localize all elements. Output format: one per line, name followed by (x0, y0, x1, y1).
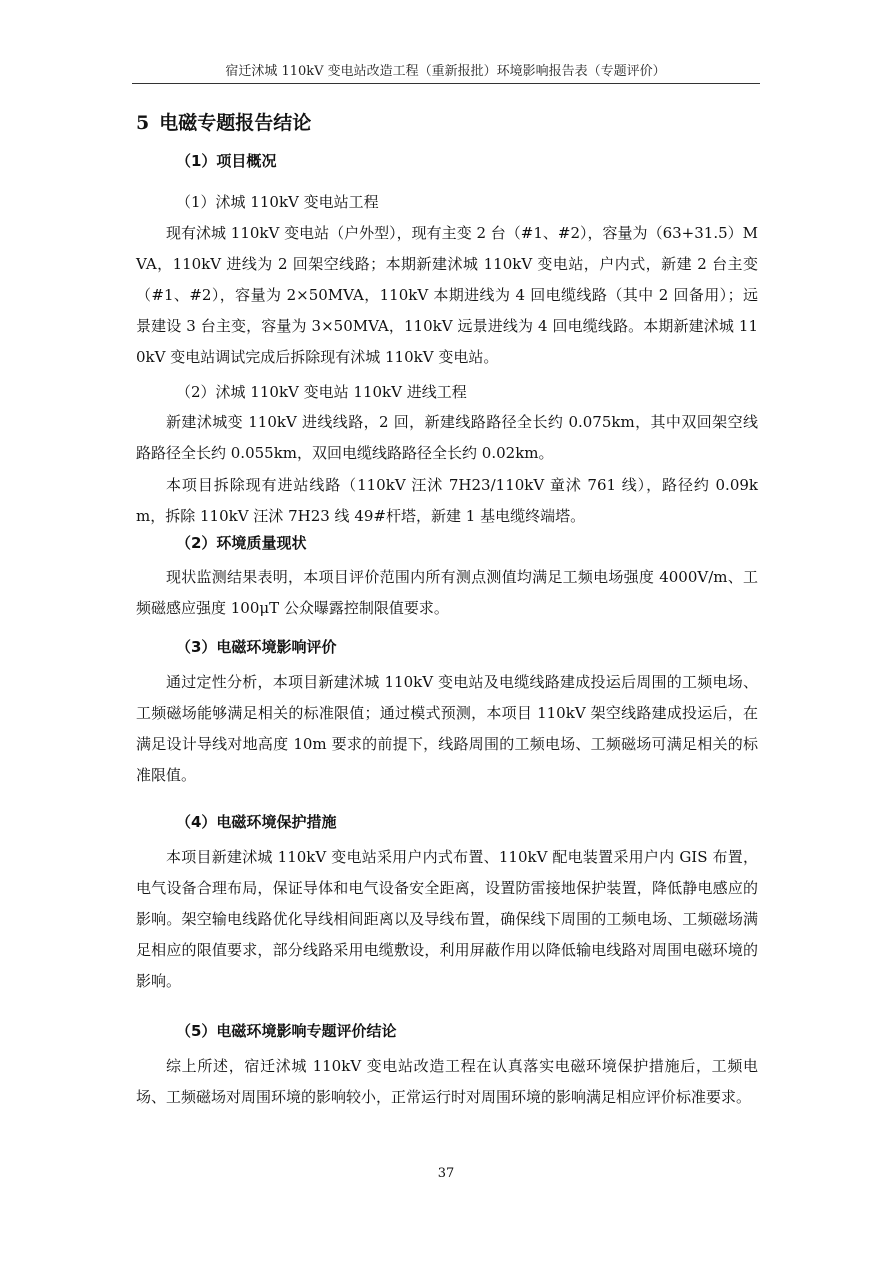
paragraph-substation-project: 现有沭城 110kV 变电站（户外型），现有主变 2 台（#1、#2），容量为（63+31.5）MVA，110kV 进线为 2 回架空线路；本期新建沭城 110kV 变电站，户内式，新建 2 台主变（#1、#2），容量为 2×50MVA，110kV 本期进线为 4 回电缆线路（其中 2 回备用）；远景建设 3 台主变，容量为 3×50MVA，110kV 远景进线为 4 回电缆线路。本期新建沭城 110kV 变电站调试完成后拆除现有沭城 110kV 变电站。 (136, 224, 758, 366)
section-heading (136, 110, 311, 136)
subheading-substation-project: （1）沭城 110kV 变电站工程 (176, 193, 379, 211)
heading-protection-measures: （4）电磁环境保护措施 (176, 813, 337, 831)
paragraph-impact-assessment: 通过定性分析，本项目新建沭城 110kV 变电站及电缆线路建成投运后周围的工频电场、工频磁场能够满足相关的标准限值；通过模式预测，本项目 110kV 架空线路建成投运后，在满足设计导线对地高度 10m 要求的前提下，线路周围的工频电场、工频磁场可满足相关的标准限值。 (136, 673, 758, 784)
paragraph-line-removal: 本项目拆除现有进站线路（110kV 汪沭 7H23/110kV 童沭 761 线），路径约 0.09km，拆除 110kV 汪沭 7H23 线 49#杆塔，新建 1 基电缆终端塔。 (136, 476, 758, 525)
heading-impact-assessment: （3）电磁环境影响评价 (176, 638, 337, 656)
paragraph-incoming-line: 新建沭城变 110kV 进线线路，2 回，新建线路路径全长约 0.075km，其中双回架空线路路径全长约 0.055km，双回电缆线路路径全长约 0.02km。 (136, 413, 758, 462)
heading-project-overview: （1）项目概况 (176, 152, 277, 170)
paragraph-conclusion: 综上所述，宿迁沭城 110kV 变电站改造工程在认真落实电磁环境保护措施后，工频电场、工频磁场对周围环境的影响较小，正常运行时对周围环境的影响满足相应评价标准要求。 (136, 1057, 758, 1106)
section-title: 电磁专题报告结论 (159, 112, 312, 134)
paragraph-environmental-quality: 现状监测结果表明，本项目评价范围内所有测点测值均满足工频电场强度 4000V/m、工频磁感应强度 100μT 公众曝露控制限值要求。 (136, 568, 758, 617)
page-number: 37 (437, 1166, 455, 1181)
heading-conclusion: （5）电磁环境影响专题评价结论 (176, 1022, 397, 1040)
subheading-incoming-line-project: （2）沭城 110kV 变电站 110kV 进线工程 (176, 383, 467, 401)
section-number: 5 (136, 112, 150, 134)
running-header: 宿迁沭城 110kV 变电站改造工程（重新报批）环境影响报告表（专题评价） (225, 64, 666, 79)
header-rule (132, 83, 760, 84)
heading-environmental-quality: （2）环境质量现状 (176, 534, 307, 552)
paragraph-protection-measures: 本项目新建沭城 110kV 变电站采用户内式布置、110kV 配电装置采用户内 GIS 布置，电气设备合理布局，保证导体和电气设备安全距离，设置防雷接地保护装置，降低静电感应的影响。架空输电线路优化导线相间距离以及导线布置，确保线下周围的工频电场、工频磁场满足相应的限值要求，部分线路采用电缆敷设，利用屏蔽作用以降低输电线路对周围电磁环境的影响。 (136, 848, 758, 990)
